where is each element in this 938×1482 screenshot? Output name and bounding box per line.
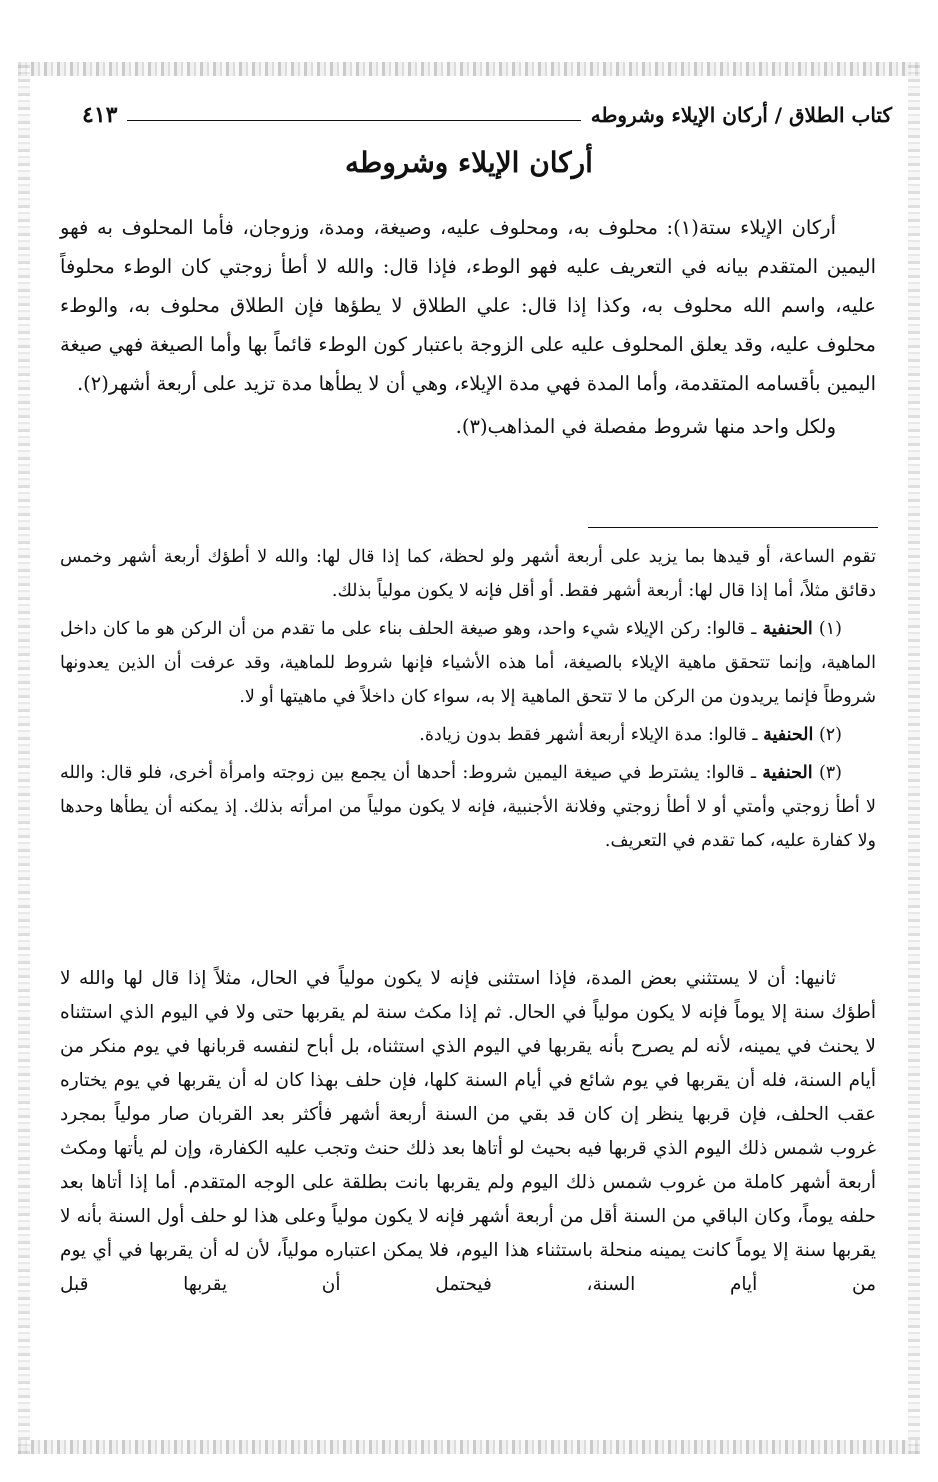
footnote-text: ـ قالوا: يشترط في صيغة اليمين شروط: أحدها أن يجمع بين زوجته وامرأة أخرى، فلو قال: والله لا أطأ زوجتي وأمتي أو لا أطأ زوجتي وفلانة الأجنبية، فإنه لا يكون مولياً من امرأته بذلك. إذ يمكنه أن يطأها وحدها ولا كفارة عليه، كما تقدم في التعريف. [60, 763, 876, 851]
footnote-text: ـ قالوا: مدة الإيلاء أربعة أشهر فقط بدون زيادة. [419, 725, 764, 745]
footnote-label: الحنفية [763, 725, 814, 745]
footnote-3 [60, 756, 876, 858]
footnote-marker: (١) [818, 619, 842, 639]
footnote-carryover: تقوم الساعة، أو قيدها بما يزيد على أربعة أشهر ولو لحظة، كما إذا قال لها: والله لا أطؤك أربعة أشهر وخمس دقائق مثلاً، أما إذا قال لها: أربعة أشهر فقط. أو أقل فإنه لا يكون مولياً بذلك. [60, 547, 876, 601]
footnote-marker: (٢) [818, 725, 842, 745]
continued-text [60, 962, 876, 1302]
running-title: كتاب الطلاق / أركان الإيلاء وشروطه [590, 103, 892, 127]
footnote-label: الحنفية [762, 619, 813, 639]
footnotes [60, 540, 876, 858]
section-title: أركان الإيلاء وشروطه [345, 146, 593, 179]
footnote-marker: (٣) [818, 763, 842, 783]
footnote-2 [60, 718, 876, 752]
footnote-label: الحنفية [762, 763, 813, 783]
page-number: ٤١٣ [82, 102, 118, 128]
ornamental-border-top [18, 62, 920, 76]
ornamental-border-right [908, 62, 920, 1454]
main-paragraph: ولكل واحد منها شروط مفصلة في المذاهب(٣). [455, 415, 836, 438]
footnote-text: ـ قالوا: ركن الإيلاء شيء واحد، وهو صيغة الحلف بناء على ما تقدم من أن الركن هو ما كان داخل الماهية، وإنما تتحقق ماهية الإيلاء بالصيغة، أما هذه الأشياء فإنها شروط للماهية، وقد عرفت أن الذين يعدونها شروطاً فإنما يريدون من الركن ما لا تتحق الماهية إلا به، سواء كان داخلاً في ماهيتها أو لا. [60, 619, 876, 707]
header-rule [127, 120, 580, 121]
running-header [82, 98, 892, 132]
main-paragraph: أركان الإيلاء ستة(١): محلوف به، ومحلوف عليه، وصيغة، ومدة، وزوجان، فأما المحلوف به فهو اليمين المتقدم بيانه في التعريف عليه فهو الوطء، فإذا قال: والله لا أطأ زوجتي كان الوطء محلوفاً عليه، واسم الله محلوف به، وكذا إذا قال: علي الطلاق لا يطؤها فإن الطلاق محلوف به، والوطء محلوف عليه، وقد يعلق المحلوف عليه على الزوجة باعتبار كون الوطء قائماً بها وأما الصيغة فهي صيغة اليمين بأقسامه المتقدمة، وأما المدة فهي مدة الإيلاء، وهي أن لا يطأها مدة تزيد على أربعة أشهر(٢). [60, 216, 876, 395]
ornamental-border-left [18, 62, 30, 1454]
main-text [60, 208, 876, 446]
footnote-separator [588, 527, 878, 528]
footnote-1 [60, 612, 876, 714]
continued-paragraph: ثانيها: أن لا يستثني بعض المدة، فإذا استثنى فإنه لا يكون مولياً في الحال، مثلاً إذا قال لها والله لا أطؤك سنة إلا يوماً فإنه لا يكون مولياً في الحال. ثم إذا مكث سنة لم يقربها حتى ولا في اليوم الذي استثناه لا يحنث في يمينه، لأنه لم يصرح بأنه يقربها في اليوم الذي استثناه، بل أباح لنفسه قربانها في يوم منكر من أيام السنة، فله أن يقربها في يوم شائع في أيام السنة كلها، فإن حلف بهذا كان له أن يقربها في يوم يختاره عقب الحلف، فإن قربها ينظر إن كان قد بقي من السنة أربعة أشهر فأكثر بعد القربان صار مولياً بمجرد غروب شمس ذلك اليوم الذي قربها فيه بحيث لو أتاها بعد ذلك حنث وتجب عليه الكفارة، وإن لم يأتها ومكث أربعة أشهر كاملة من غروب شمس ذلك اليوم ولم يقربها بانت بطلقة على الوجه المتقدم. أما إذا أتاها بعد حلفه يوماً، وكان الباقي من السنة أقل من أربعة أشهر فإنه لا يكون مولياً وعلى هذا لو حلف أول السنة بأنه لا يقربها سنة إلا يوماً كانت يمينه منحلة باستثناء هذا اليوم، فلا يمكن اعتباره مولياً، لأن له أن يقربها في أي يوم من أيام السنة، فيحتمل أن يقربها قبل [60, 968, 876, 1295]
ornamental-border-bottom [18, 1440, 920, 1454]
